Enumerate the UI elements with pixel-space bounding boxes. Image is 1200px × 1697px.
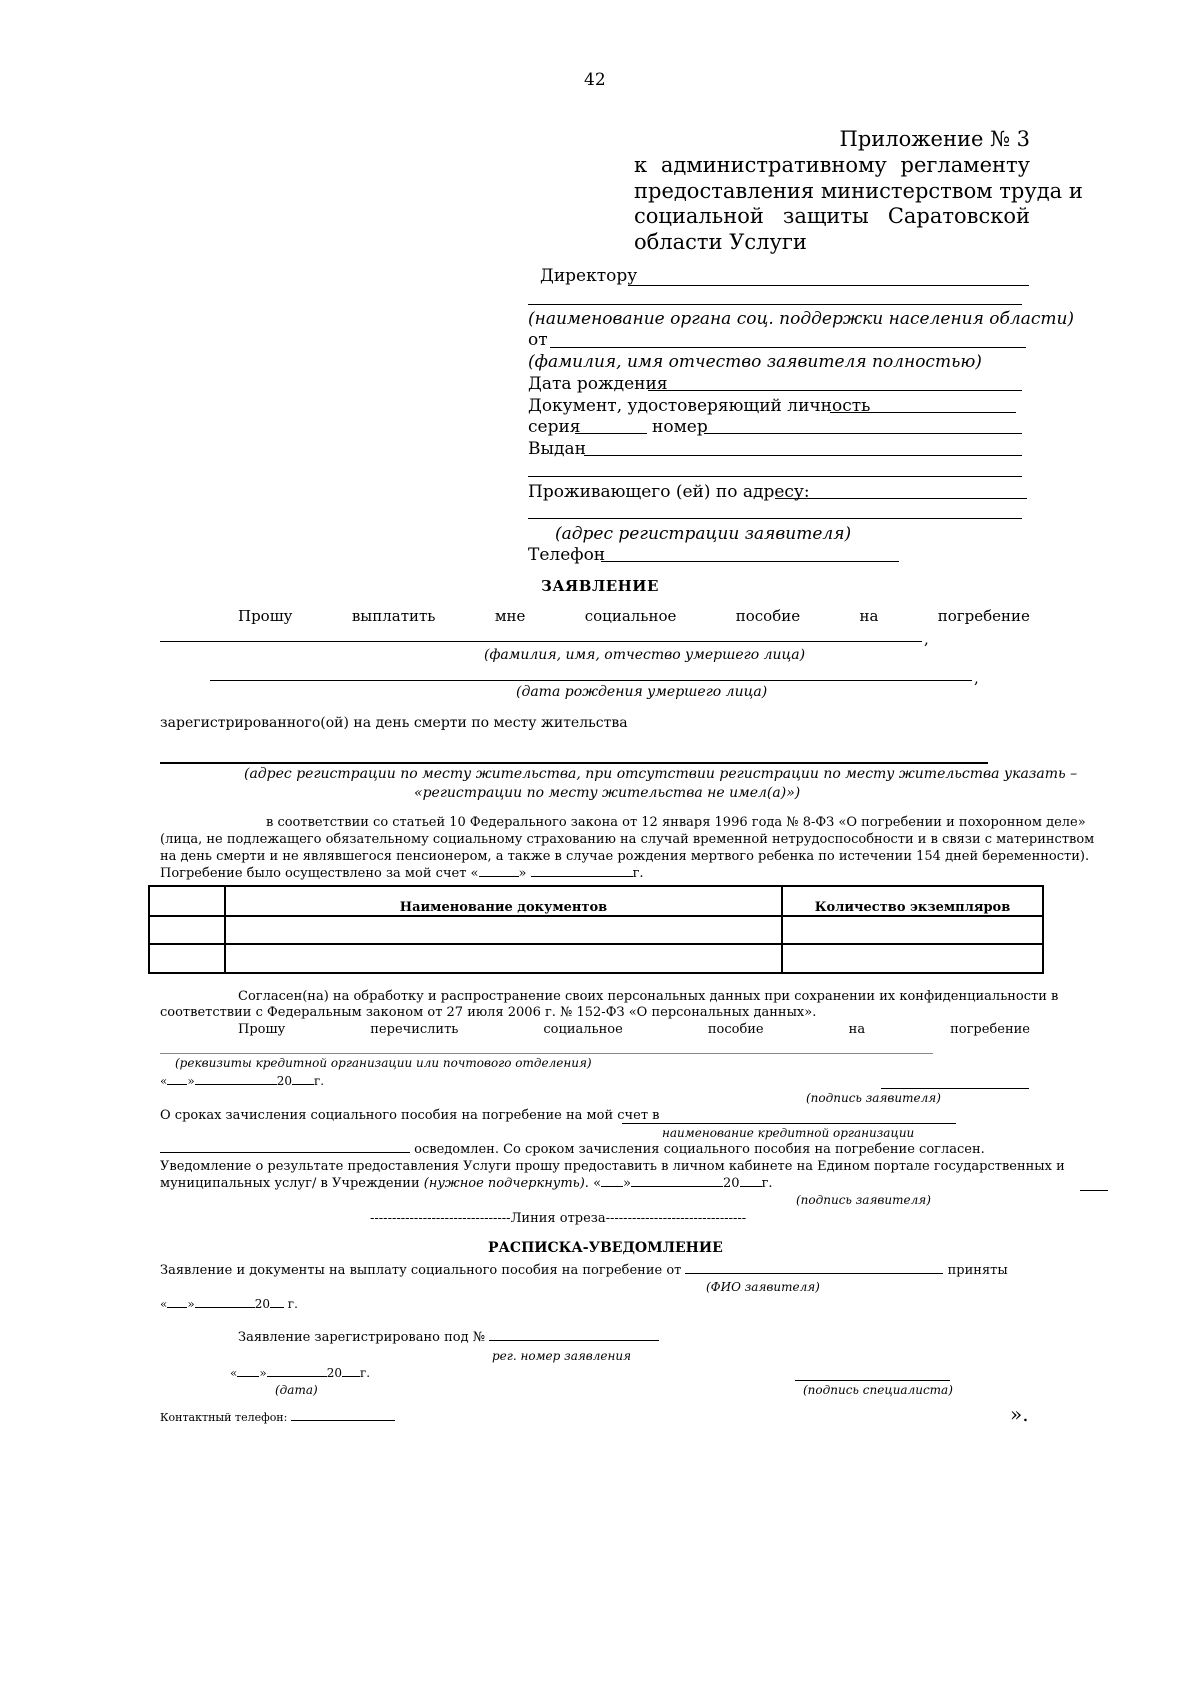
- signature-caption: (подпись заявителя): [806, 1091, 941, 1105]
- law-line-2: (лица, не подлежащего обязательному социальному страхованию на случай временной нетрудоспособности и в связи с материнством: [160, 832, 1095, 847]
- birth-date-label: Дата рождения: [528, 374, 668, 394]
- org-caption: (наименование органа соц. поддержки населения области): [528, 309, 1075, 329]
- table-cell[interactable]: [149, 944, 225, 973]
- reg-caption: рег. номер заявления: [492, 1349, 632, 1363]
- table-row: [149, 944, 1043, 973]
- phone-label: Телефон: [528, 545, 606, 565]
- deceased-name-field[interactable]: [160, 641, 922, 642]
- table-cell[interactable]: [225, 944, 782, 973]
- notify-line-1: Уведомление о результате предоставления Услуги прошу предоставить в личном кабинете на Едином портале государственных и: [160, 1159, 1065, 1174]
- specialist-signature-field[interactable]: [795, 1380, 950, 1381]
- table-cell[interactable]: [782, 916, 1043, 944]
- notify-line-2: муниципальных услуг/ в Учреждении (нужное подчеркнуть). « » 20 г.: [160, 1176, 773, 1191]
- director-label: Директору: [540, 266, 638, 286]
- appendix-line-2: предоставления министерством труда и: [634, 179, 1083, 203]
- address-field-2[interactable]: [528, 518, 1022, 519]
- number-label: номер: [652, 417, 708, 437]
- table-header-cell: [149, 886, 225, 916]
- law-line-1: в соответствии со статьей 10 Федерального закона от 12 января 1996 года № 8-ФЗ «О погребении и похоронном деле»: [266, 815, 1086, 830]
- receipt-title: РАСПИСКА-УВЕДОМЛЕНИЕ: [488, 1240, 723, 1256]
- signature-caption-2: (подпись заявителя): [796, 1193, 931, 1207]
- issued-label: Выдан: [528, 439, 586, 459]
- deceased-name-comma: ,: [924, 630, 929, 648]
- table-cell[interactable]: [149, 916, 225, 944]
- deceased-birth-caption: (дата рождения умершего лица): [516, 684, 768, 700]
- applicant-name-field[interactable]: [550, 347, 1026, 348]
- appendix-line-1: к административному регламенту: [634, 153, 1030, 177]
- page-number: 42: [584, 70, 606, 90]
- specialist-caption: (подпись специалиста): [803, 1383, 953, 1397]
- id-document-field[interactable]: [830, 412, 1016, 413]
- registered-under-line: Заявление зарегистрировано под №: [238, 1330, 659, 1345]
- terms-line: О сроках зачисления социального пособия на погребение на мой счет в: [160, 1108, 660, 1123]
- appendix-line-3: социальной защиты Саратовской: [634, 204, 1030, 228]
- closing-quote: ».: [1010, 1402, 1029, 1426]
- deceased-name-caption: (фамилия, имя, отчество умершего лица): [484, 647, 806, 663]
- table-header-cell: Наименование документов: [225, 886, 782, 916]
- director-field[interactable]: [628, 285, 1029, 286]
- bank-details-field[interactable]: [160, 1053, 933, 1054]
- fio-caption: (ФИО заявителя): [706, 1280, 820, 1294]
- contact-phone: Контактный телефон:: [160, 1411, 395, 1424]
- law-line-3: на день смерти и не являвшегося пенсионером, а также в случае рождения мертвого ребенка по истечении 154 дней беременности).: [160, 849, 1090, 864]
- issued-field[interactable]: [584, 455, 1022, 456]
- registration-caption-2: «регистрации по месту жительства не имел(а)»): [414, 785, 801, 801]
- table-cell[interactable]: [225, 916, 782, 944]
- number-field[interactable]: [704, 433, 1022, 434]
- margin-mark: [1080, 1190, 1108, 1191]
- registration-date: « » 20 г.: [230, 1366, 371, 1380]
- law-line-4: Погребение было осуществлено за мой счет « » г.: [160, 866, 644, 881]
- registered-text: зарегистрированного(ой) на день смерти по месту жительства: [160, 715, 628, 731]
- table-header-row: [149, 886, 1043, 916]
- from-label: от: [528, 330, 548, 350]
- issued-field-2[interactable]: [528, 476, 1022, 477]
- consent-date: « » 20 г.: [160, 1074, 325, 1088]
- appendix-line-4: области Услуги: [634, 230, 807, 254]
- registration-caption-1: (адрес регистрации по месту жительства, при отсутствии регистрации по месту жительства указать –: [244, 766, 1078, 782]
- table-header-cell: Количество экземпляров: [782, 886, 1043, 916]
- informed-line: осведомлен. Со сроком зачисления социального пособия на погребение согласен.: [160, 1142, 985, 1157]
- receipt-docs-line: Заявление и документы на выплату социального пособия на погребение от приняты: [160, 1263, 1008, 1278]
- director-field-2[interactable]: [528, 304, 1022, 305]
- documents-table: [148, 885, 1044, 974]
- id-document-label: Документ, удостоверяющий личность: [528, 396, 871, 416]
- statement-title: ЗАЯВЛЕНИЕ: [541, 577, 659, 595]
- applicant-signature-field[interactable]: [881, 1088, 1029, 1089]
- credit-org-caption: наименование кредитной организации: [662, 1126, 915, 1140]
- transfer-line: Прошу перечислить социальное пособие на погребение: [238, 1022, 1030, 1037]
- bank-caption: (реквизиты кредитной организации или почтового отделения): [175, 1056, 592, 1070]
- residing-label: Проживающего (ей) по адресу:: [528, 482, 810, 502]
- birth-date-field[interactable]: [648, 390, 1022, 391]
- address-caption: (адрес регистрации заявителя): [555, 524, 852, 544]
- request-line: Прошу выплатить мне социальное пособие на погребение: [238, 607, 1030, 625]
- deceased-birth-comma: ,: [974, 669, 979, 687]
- date-caption: (дата): [275, 1383, 318, 1397]
- series-label: серия: [528, 417, 581, 437]
- applicant-caption: (фамилия, имя отчество заявителя полностью): [528, 352, 982, 372]
- registration-address-field[interactable]: [160, 762, 988, 764]
- consent-line-1: Согласен(на) на обработку и распространение своих персональных данных при сохранении их конфиденциальности в: [238, 989, 1059, 1004]
- series-field[interactable]: [575, 433, 647, 434]
- phone-field[interactable]: [601, 561, 899, 562]
- appendix-title: Приложение № 3: [839, 127, 1030, 151]
- consent-line-2: соответствии с Федеральным законом от 27 июля 2006 г. № 152-ФЗ «О персональных данных».: [160, 1005, 817, 1020]
- credit-org-field[interactable]: [622, 1123, 956, 1124]
- cut-line: --------------------------------Линия отреза--------------------------------: [370, 1211, 747, 1226]
- address-field[interactable]: [775, 498, 1027, 499]
- table-cell[interactable]: [782, 944, 1043, 973]
- table-row: [149, 916, 1043, 944]
- deceased-birth-field[interactable]: [210, 680, 972, 681]
- receipt-date: « » 20 г.: [160, 1297, 298, 1311]
